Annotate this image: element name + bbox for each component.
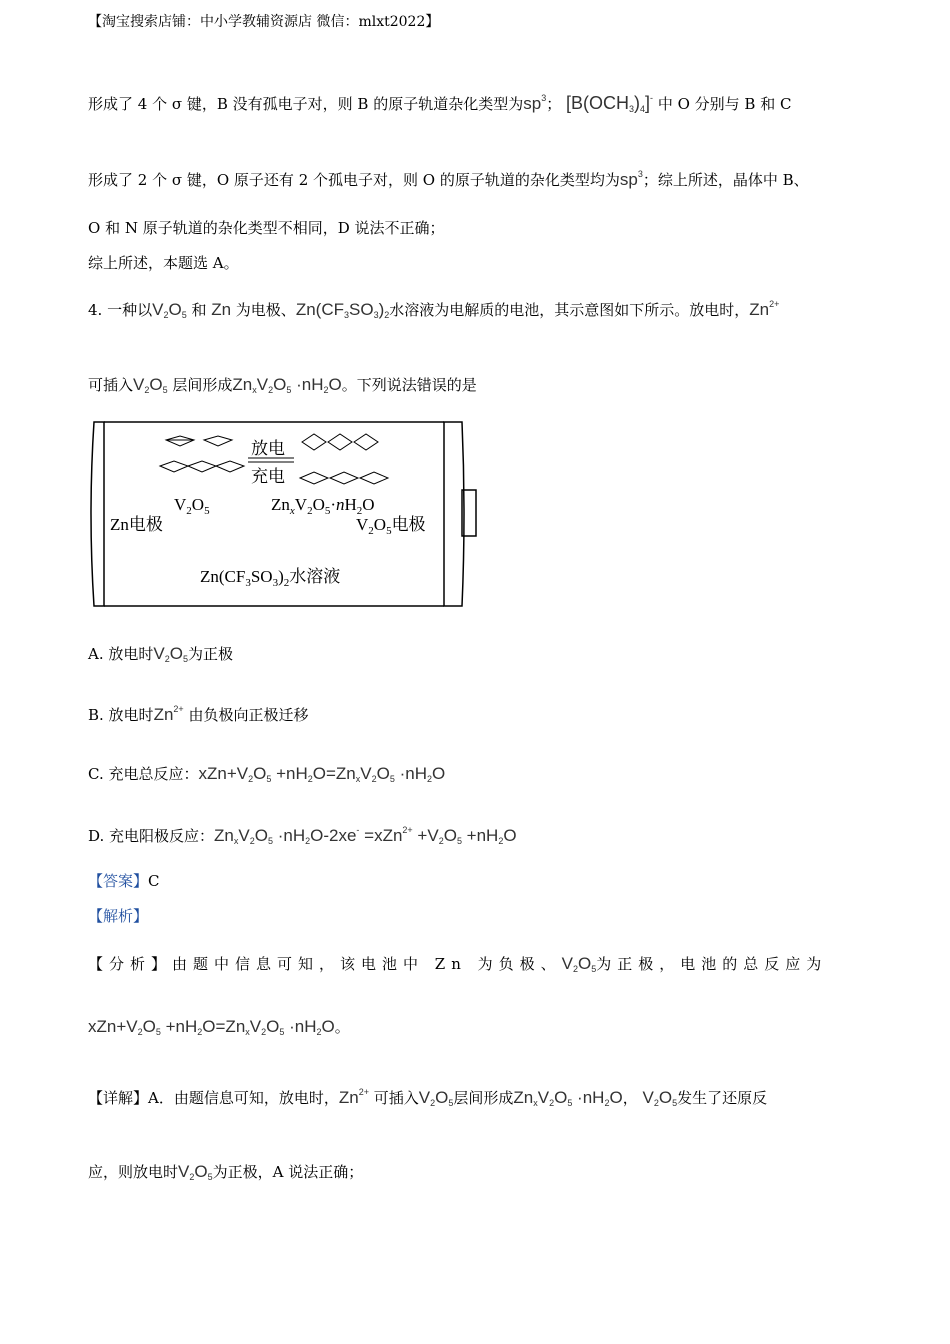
formula-sp3: $sp^3$ <box>619 169 643 189</box>
discharge-label: 放电 <box>251 439 285 459</box>
option-d: D. 充电阳极反应：$Zn_xV_2O_5 \cdot nH_2O-2xe^- =xZn^{2+} +V_2O_5 +nH_2O$ <box>88 825 517 846</box>
explanation-line-1: 形成了 4 个 σ 键，B 没有孤电子对，则 B 的原子轨道杂化类型为$sp^3$； $[B(OCH_3)_4]^-$ 中 O 分别与 B 和 C <box>88 93 792 114</box>
analysis-line-2: $xZn+V_2O_5 +nH_2O=Zn_xV_2O_5 \cdot nH_2O$。 <box>88 1017 350 1037</box>
detail-line-1: 【详解】A．由题信息可知，放电时，$Zn^{2+}$ 可插入$V_2O_5$层间形成$Zn_xV_2O_5 \cdot nH_2O$， $V_2O_5$发生了还原反 <box>88 1087 768 1108</box>
option-a: A. 放电时$V_2O_5$为正极 <box>88 644 233 664</box>
battery-diagram <box>88 418 488 618</box>
question-4-stem: 4. 一种以$V_2O_5$ 和 Zn 为电极、$Zn(CF_3SO_3)_2$水溶液为电解质的电池，其示意图如下所示。放电时，$Zn^{2+}$ <box>88 299 780 320</box>
explanation-line-2: 形成了 2 个 σ 键，O 原子还有 2 个孤电子对，则 O 的原子轨道的杂化类型均为$sp^3$；综上所述，晶体中 B、 <box>88 169 809 189</box>
formula-b-och3: $[B(OCH_3)_4]^-$ <box>566 93 654 114</box>
analysis-tag: 【解析】 <box>88 907 149 925</box>
option-c: C. 充电总反应：$xZn+V_2O_5 +nH_2O=Zn_xV_2O_5 \cdot nH_2O$ <box>88 764 446 784</box>
page-header: 【淘宝搜索店铺：中小学教辅资源店 微信：mlxt2022】 <box>88 14 440 30</box>
zn-electrode-label: Zn电极 <box>110 515 163 534</box>
detail-line-2: 应，则放电时$V_2O_5$为正极，A 说法正确； <box>88 1162 364 1182</box>
formula-sp3: $sp^3$ <box>523 93 547 113</box>
znxv2o5-label: $Zn_xV_2O_5\cdot nH_2O$ <box>271 495 375 517</box>
electrolyte-label: $Zn(CF_3SO_3)_2$水溶液 <box>200 567 341 589</box>
answer-line: 【答案】C <box>88 872 160 890</box>
question-4-stem-2: 可插入$V_2O_5$ 层间形成$Zn_xV_2O_5 \cdot nH_2O$。下列说法错误的是 <box>88 375 477 395</box>
v2o5-label: $V_2O_5$ <box>174 495 210 517</box>
explanation-line-3: O 和 N 原子轨道的杂化类型不相同，D 说法不正确； <box>88 219 445 237</box>
v2o5-electrode-label: $V_2O_5$电极 <box>356 515 426 537</box>
option-b: B. 放电时$Zn^{2+}$ 由负极向正极迁移 <box>88 704 309 724</box>
charge-label: 充电 <box>251 467 285 487</box>
analysis-line-1: 【分析】由题中信息可知，该电池中 Zn 为负极、$V_2O_5$为正极，电池的总反应为 <box>88 954 828 974</box>
conclusion-line: 综上所述，本题选 A。 <box>88 254 239 272</box>
